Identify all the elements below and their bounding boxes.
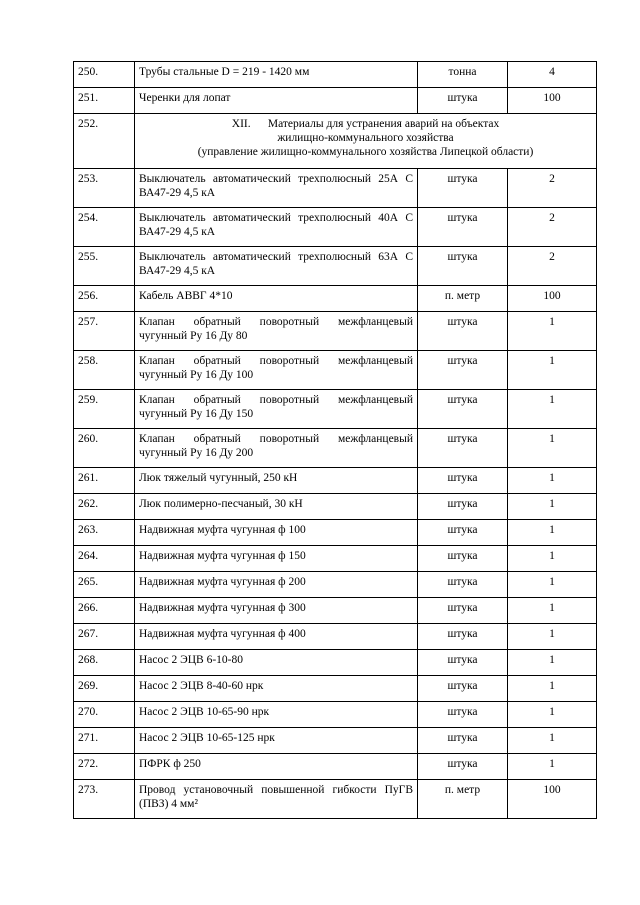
- item-quantity: 1: [508, 520, 597, 546]
- item-quantity: 1: [508, 728, 597, 754]
- item-name: Насос 2 ЭЦВ 8-40-60 нрк: [135, 676, 418, 702]
- item-quantity: 1: [508, 429, 597, 468]
- table-row: [74, 572, 597, 598]
- item-name: Насос 2 ЭЦВ 10-65-90 нрк: [135, 702, 418, 728]
- item-unit: штука: [418, 754, 508, 780]
- item-quantity: 4: [508, 62, 597, 88]
- item-unit: штука: [418, 312, 508, 351]
- item-quantity: 100: [508, 88, 597, 114]
- item-unit: штука: [418, 390, 508, 429]
- row-number: 272.: [74, 754, 135, 780]
- item-unit: штука: [418, 429, 508, 468]
- item-unit: штука: [418, 494, 508, 520]
- item-unit: штука: [418, 624, 508, 650]
- item-unit: штука: [418, 676, 508, 702]
- item-name: Кабель АВВГ 4*10: [135, 286, 418, 312]
- item-quantity: 100: [508, 780, 597, 819]
- table-row: [74, 494, 597, 520]
- table-row: [74, 702, 597, 728]
- table-row: [74, 780, 597, 819]
- item-name: Выключатель автоматический трехполюсный 25А С ВА47-29 4,5 кА: [135, 169, 418, 208]
- row-number: 253.: [74, 169, 135, 208]
- item-unit: п. метр: [418, 780, 508, 819]
- item-unit: штука: [418, 468, 508, 494]
- item-quantity: 1: [508, 468, 597, 494]
- item-name: Надвижная муфта чугунная ф 200: [135, 572, 418, 598]
- section-title-line: жилищно-коммунального хозяйства: [277, 132, 454, 144]
- item-name: Надвижная муфта чугунная ф 150: [135, 546, 418, 572]
- item-unit: штука: [418, 169, 508, 208]
- row-number: 267.: [74, 624, 135, 650]
- section-title-line: (управление жилищно-коммунального хозяйства Липецкой области): [197, 146, 534, 158]
- table-row: [74, 598, 597, 624]
- item-quantity: 1: [508, 494, 597, 520]
- item-name: Клапан обратный поворотный межфланцевый чугунный Ру 16 Ду 80: [135, 312, 418, 351]
- row-number: 271.: [74, 728, 135, 754]
- item-unit: штука: [418, 702, 508, 728]
- item-unit: п. метр: [418, 286, 508, 312]
- item-name: Клапан обратный поворотный межфланцевый чугунный Ру 16 Ду 150: [135, 390, 418, 429]
- section-title: [135, 114, 597, 169]
- row-number: 256.: [74, 286, 135, 312]
- item-quantity: 2: [508, 208, 597, 247]
- item-unit: штука: [418, 572, 508, 598]
- item-quantity: 1: [508, 702, 597, 728]
- table-row: [74, 208, 597, 247]
- item-name: Выключатель автоматический трехполюсный 40А С ВА47-29 4,5 кА: [135, 208, 418, 247]
- item-unit: штука: [418, 88, 508, 114]
- row-number: 265.: [74, 572, 135, 598]
- row-number: 254.: [74, 208, 135, 247]
- table-row: [74, 351, 597, 390]
- item-name: Насос 2 ЭЦВ 6-10-80: [135, 650, 418, 676]
- item-unit: штука: [418, 520, 508, 546]
- item-name: Провод установочный повышенной гибкости ПуГВ (ПВЗ) 4 мм²: [135, 780, 418, 819]
- item-unit: штука: [418, 728, 508, 754]
- item-unit: штука: [418, 546, 508, 572]
- table-row: [74, 520, 597, 546]
- materials-table: [73, 61, 597, 819]
- row-number: 260.: [74, 429, 135, 468]
- item-unit: штука: [418, 247, 508, 286]
- item-quantity: 1: [508, 390, 597, 429]
- item-name: Надвижная муфта чугунная ф 300: [135, 598, 418, 624]
- item-name: Люк полимерно-песчаный, 30 кН: [135, 494, 418, 520]
- row-number: 251.: [74, 88, 135, 114]
- row-number: 250.: [74, 62, 135, 88]
- table-row: [74, 754, 597, 780]
- item-name: Черенки для лопат: [135, 88, 418, 114]
- item-quantity: 1: [508, 754, 597, 780]
- item-quantity: 100: [508, 286, 597, 312]
- row-number: 262.: [74, 494, 135, 520]
- item-name: Клапан обратный поворотный межфланцевый чугунный Ру 16 Ду 100: [135, 351, 418, 390]
- section-header-row: [74, 114, 597, 169]
- item-unit: штука: [418, 598, 508, 624]
- table-row: [74, 468, 597, 494]
- row-number: 266.: [74, 598, 135, 624]
- row-number: 270.: [74, 702, 135, 728]
- table-row: [74, 624, 597, 650]
- item-name: Надвижная муфта чугунная ф 400: [135, 624, 418, 650]
- table-row: [74, 312, 597, 351]
- item-quantity: 1: [508, 624, 597, 650]
- table-row: [74, 169, 597, 208]
- item-quantity: 1: [508, 598, 597, 624]
- item-name: Трубы стальные D = 219 - 1420 мм: [135, 62, 418, 88]
- item-name: Надвижная муфта чугунная ф 100: [135, 520, 418, 546]
- item-quantity: 1: [508, 351, 597, 390]
- item-quantity: 1: [508, 312, 597, 351]
- row-number: 257.: [74, 312, 135, 351]
- item-quantity: 1: [508, 572, 597, 598]
- table-row: [74, 429, 597, 468]
- item-quantity: 1: [508, 676, 597, 702]
- row-number: 261.: [74, 468, 135, 494]
- item-name: Насос 2 ЭЦВ 10-65-125 нрк: [135, 728, 418, 754]
- table-row: [74, 546, 597, 572]
- item-quantity: 1: [508, 650, 597, 676]
- row-number: 264.: [74, 546, 135, 572]
- item-quantity: 1: [508, 546, 597, 572]
- row-number: 263.: [74, 520, 135, 546]
- section-title-line: XII. Материалы для устранения аварий на объектах: [231, 118, 500, 130]
- item-unit: штука: [418, 351, 508, 390]
- item-unit: тонна: [418, 62, 508, 88]
- row-number: 258.: [74, 351, 135, 390]
- item-name: ПФРК ф 250: [135, 754, 418, 780]
- item-name: Клапан обратный поворотный межфланцевый чугунный Ру 16 Ду 200: [135, 429, 418, 468]
- item-name: Выключатель автоматический трехполюсный 63А С ВА47-29 4,5 кА: [135, 247, 418, 286]
- item-unit: штука: [418, 650, 508, 676]
- table-row: [74, 286, 597, 312]
- item-quantity: 2: [508, 169, 597, 208]
- row-number: 273.: [74, 780, 135, 819]
- table-row: [74, 88, 597, 114]
- table-row: [74, 247, 597, 286]
- row-number: 268.: [74, 650, 135, 676]
- table-row: [74, 650, 597, 676]
- table-row: [74, 390, 597, 429]
- table-row: [74, 728, 597, 754]
- row-number: 252.: [74, 114, 135, 169]
- table-row: [74, 62, 597, 88]
- item-unit: штука: [418, 208, 508, 247]
- row-number: 259.: [74, 390, 135, 429]
- item-quantity: 2: [508, 247, 597, 286]
- row-number: 269.: [74, 676, 135, 702]
- row-number: 255.: [74, 247, 135, 286]
- item-name: Люк тяжелый чугунный, 250 кН: [135, 468, 418, 494]
- table-row: [74, 676, 597, 702]
